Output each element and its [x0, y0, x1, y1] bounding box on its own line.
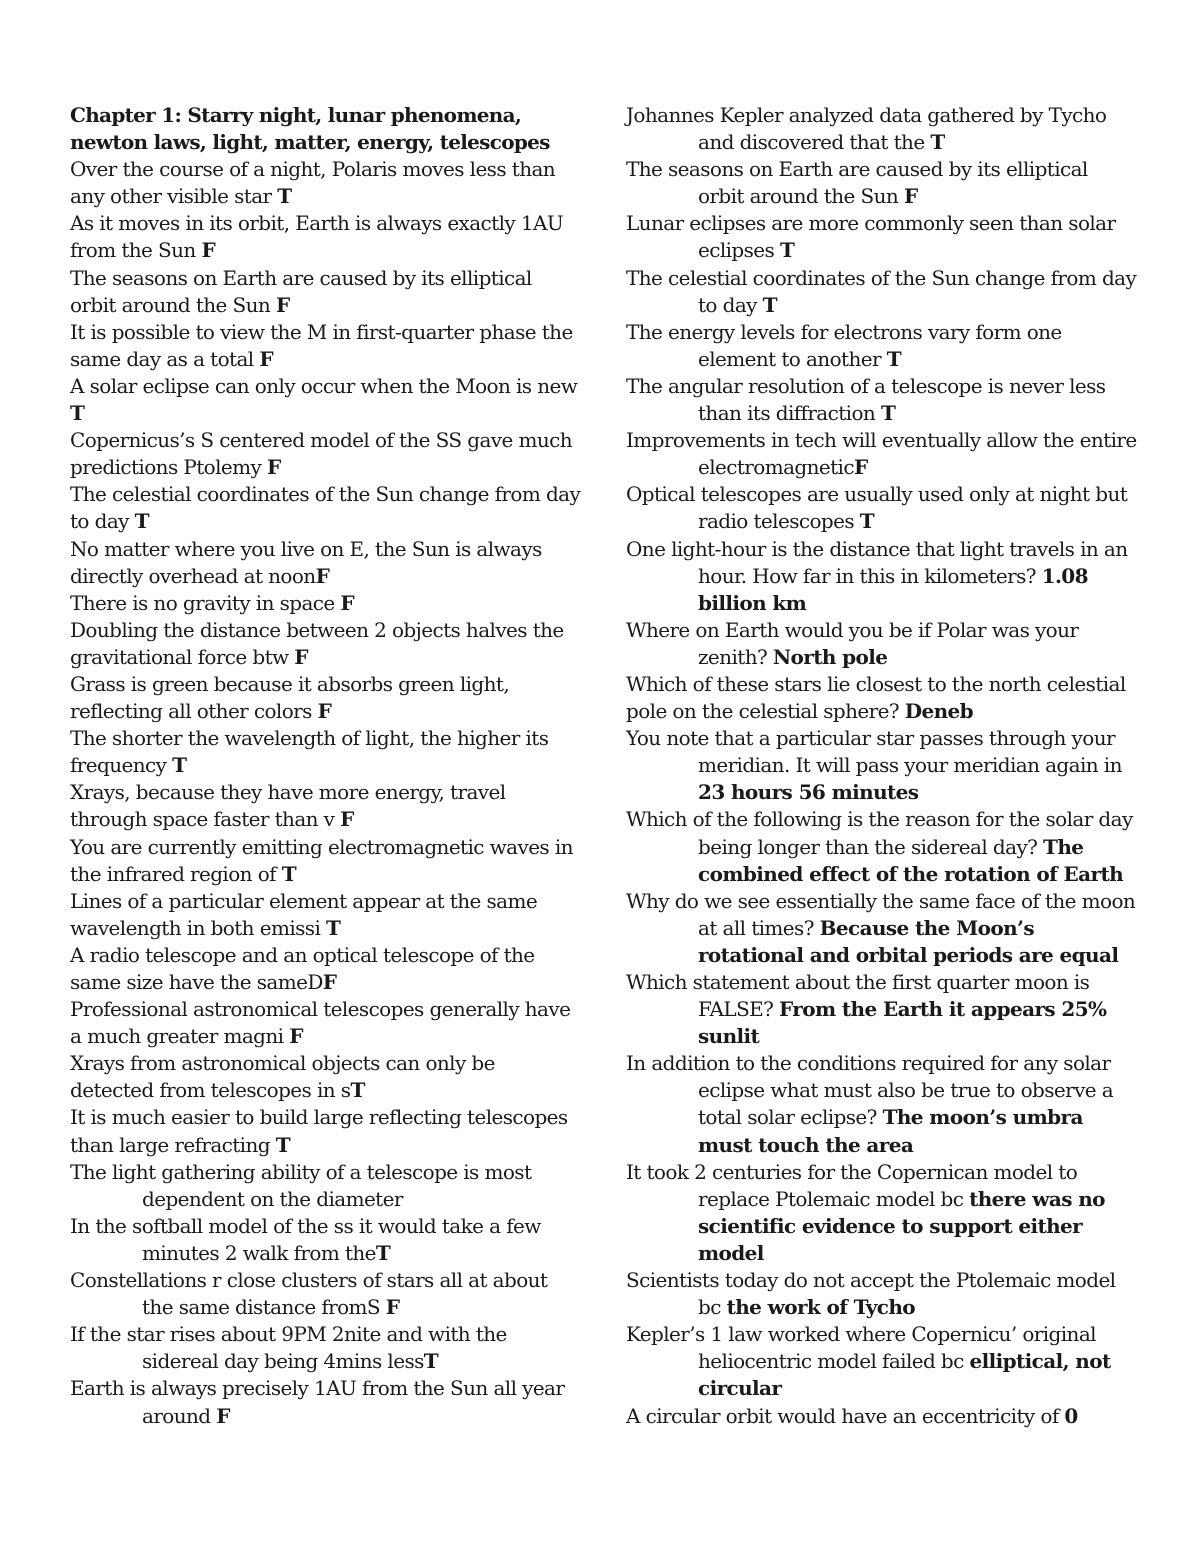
question-text: Copernicus’s S centered model of the SS gave much predictions Ptolemy — [70, 428, 573, 480]
question-item — [626, 671, 1138, 725]
question-text: One light-hour is the distance that light travels in an hour. How far in this in kilometers? — [626, 536, 1128, 588]
question-item — [70, 319, 582, 373]
question-text: The seasons on Earth are caused by its elliptical orbit around the Sun — [626, 157, 1088, 209]
answer-text: T — [762, 292, 777, 317]
question-item — [626, 888, 1138, 969]
question-item — [626, 536, 1138, 617]
question-text: As it moves in its orbit, Earth is always exactly 1AU from the Sun — [70, 211, 564, 263]
chapter-title: Chapter 1: Starry night, lunar phenomena, newton laws, light, matter, energy, telescopes — [70, 103, 550, 155]
question-item — [626, 725, 1138, 806]
answer-text: there was no scientific evidence to support either model — [698, 1186, 1105, 1265]
question-item — [70, 617, 582, 671]
answer-text: F — [340, 807, 354, 832]
question-text: The seasons on Earth are caused by its elliptical orbit around the Sun — [70, 265, 532, 317]
question-item — [626, 1267, 1138, 1321]
answer-text: the work of Tycho — [726, 1295, 916, 1320]
question-item — [70, 210, 582, 264]
answer-text: T — [880, 401, 896, 426]
question-item — [70, 779, 582, 833]
question-item — [626, 210, 1138, 264]
answer-text: T — [886, 346, 901, 371]
answer-text: F — [275, 292, 290, 317]
question-item — [626, 265, 1138, 319]
answer-text: T — [423, 1349, 439, 1374]
question-item — [70, 265, 582, 319]
answer-text: T — [326, 915, 341, 940]
question-text: You are currently emitting electromagnetic waves in the infrared region of — [70, 834, 573, 886]
question-item — [626, 102, 1138, 156]
question-text: If the star rises about 9PM 2nite and with the sidereal day being 4mins less — [70, 1322, 507, 1374]
question-text: Xrays from astronomical objects can only be detected from telescopes in s — [70, 1051, 495, 1103]
question-item — [626, 806, 1138, 887]
question-item — [70, 1321, 582, 1375]
question-text: No matter where you live on E, the Sun is always directly overhead at noon — [70, 536, 542, 588]
question-item — [70, 1159, 582, 1213]
question-text: A solar eclipse can only occur when the Moon is new — [70, 373, 578, 398]
answer-text: The combined effect of the rotation of Earth — [698, 834, 1124, 886]
answer-text: F — [201, 238, 216, 263]
answer-text: T — [779, 238, 795, 263]
answer-text: F — [259, 346, 273, 371]
question-text: The shorter the wavelength of light, the higher its frequency — [70, 726, 549, 778]
answer-text: F — [216, 1403, 230, 1428]
question-item — [70, 1050, 582, 1104]
answer-text: F — [317, 699, 332, 724]
question-item — [626, 1159, 1138, 1267]
question-text: Why do we see essentially the same face of the moon at all times? — [626, 888, 1136, 940]
question-item — [70, 1104, 582, 1158]
question-item — [626, 1050, 1138, 1158]
question-item — [70, 1267, 582, 1321]
answer-text: Because the Moon’s rotational and orbital periods are equal — [698, 915, 1119, 967]
question-item — [626, 156, 1138, 210]
answer-text: T — [134, 509, 149, 534]
answer-text: T — [277, 184, 292, 209]
question-item — [70, 671, 582, 725]
answer-text: T — [930, 130, 945, 155]
question-item — [70, 1213, 582, 1267]
question-text: Which of the following is the reason for the solar day being longer than the sidereal day? — [626, 807, 1133, 859]
right-question-list — [626, 102, 1138, 1430]
question-item — [626, 373, 1138, 427]
answer-text: F — [289, 1024, 303, 1049]
question-item — [70, 536, 582, 590]
question-text: In the softball model of the ss it would take a few minutes 2 walk from the — [70, 1213, 541, 1265]
left-column — [70, 102, 582, 1430]
left-question-list — [70, 156, 582, 1429]
answer-text: North pole — [772, 644, 888, 669]
answer-text: 1.08 billion km — [698, 563, 1088, 615]
answer-text: From the Earth it appears 25% sunlit — [698, 997, 1107, 1049]
question-item — [70, 725, 582, 779]
question-item — [626, 1403, 1138, 1430]
question-item — [626, 427, 1138, 481]
answer-text: F — [294, 644, 308, 669]
question-text: In addition to the conditions required for any solar eclipse what must also be true to observe a total solar eclipse? — [626, 1051, 1114, 1130]
answer-text: The moon’s umbra must touch the area — [698, 1105, 1083, 1157]
question-item — [626, 481, 1138, 535]
answer-text: F — [903, 184, 918, 209]
question-item — [626, 319, 1138, 373]
answer-text: T — [859, 509, 875, 534]
answer-text: T — [281, 861, 297, 886]
question-item — [70, 996, 582, 1050]
question-item — [70, 1375, 582, 1429]
answer-text: F — [315, 563, 330, 588]
answer-text: elliptical, not circular — [698, 1349, 1111, 1401]
question-item — [70, 942, 582, 996]
question-text: Which of these stars lie closest to the north celestial pole on the celestial sphere? — [626, 671, 1126, 724]
question-text: Grass is green because it absorbs green light, reflecting all other colors — [70, 671, 510, 724]
question-text: Kepler’s 1 law worked where Copernicu’ original heliocentric model failed bc — [626, 1322, 1096, 1374]
question-text: Johannes Kepler analyzed data gathered by Tycho and discovered that the — [626, 103, 1107, 155]
question-text: Doubling the distance between 2 objects halves the gravitational force btw — [70, 617, 564, 669]
question-item — [70, 427, 582, 481]
question-item — [70, 834, 582, 888]
answer-text: F — [322, 970, 337, 994]
question-text: The celestial coordinates of the Sun change from day to day — [626, 265, 1137, 317]
answer-text: T — [350, 1078, 365, 1103]
answer-text: 0 — [1064, 1403, 1078, 1428]
answer-text: T — [172, 753, 187, 778]
question-text: You note that a particular star passes through your meridian. It will pass your meridian again in — [626, 726, 1122, 778]
question-text: Optical telescopes are usually used only at night but radio telescopes — [626, 482, 1128, 534]
question-text: Improvements in tech will eventually allow the entire electromagnetic — [626, 428, 1137, 480]
question-text: A circular orbit would have an eccentricity of — [626, 1403, 1065, 1428]
question-item — [626, 1321, 1138, 1402]
question-text: It is much easier to build large reflecting telescopes than large refracting — [70, 1105, 568, 1157]
question-item — [70, 373, 582, 427]
answer-text: T — [275, 1132, 291, 1157]
question-item — [626, 617, 1138, 671]
answer-text: F — [853, 455, 868, 480]
right-column — [626, 102, 1138, 1430]
question-text: A radio telescope and an optical telescope of the same size have the sameD — [70, 942, 535, 994]
question-item — [70, 481, 582, 535]
question-text: Which statement about the first quarter moon is FALSE? — [626, 970, 1090, 1022]
question-text: Xrays, because they have more energy, travel through space faster than v — [70, 780, 506, 832]
question-text: It took 2 centuries for the Copernican model to replace Ptolemaic model bc — [626, 1159, 1078, 1211]
question-text: The energy levels for electrons vary form one element to another — [626, 319, 1062, 371]
question-text: Scientists today do not accept the Ptolemaic model bc — [626, 1268, 1116, 1320]
question-text: Earth is always precisely 1AU from the Sun all year around — [70, 1376, 565, 1428]
question-text: The angular resolution of a telescope is never less than its diffraction — [626, 373, 1106, 426]
question-text: Professional astronomical telescopes generally have a much greater magni — [70, 997, 571, 1049]
question-item — [626, 969, 1138, 1050]
answer-text: F — [266, 455, 281, 480]
question-text: Lunar eclipses are more commonly seen than solar eclipses — [626, 211, 1116, 263]
question-item — [70, 156, 582, 210]
answer-text: F — [340, 590, 355, 615]
question-item — [70, 888, 582, 942]
answer-text: F — [385, 1295, 400, 1320]
answer-text: T — [70, 401, 85, 426]
question-text: Constellations r close clusters of stars all at about the same distance fromS — [70, 1268, 548, 1320]
answer-text: T — [375, 1240, 391, 1265]
question-text: It is possible to view the M in first-quarter phase the same day as a total — [70, 319, 573, 371]
question-text: Where on Earth would you be if Polar was your zenith? — [626, 617, 1079, 669]
question-text: The light gathering ability of a telescope is most dependent on the diameter — [70, 1159, 532, 1211]
question-text: Over the course of a night, Polaris moves less than any other visible star — [70, 157, 556, 209]
answer-text: Deneb — [904, 699, 974, 724]
question-item — [70, 590, 582, 617]
question-text: The celestial coordinates of the Sun change from day to day — [70, 482, 581, 534]
question-text: Lines of a particular element appear at the same wavelength in both emissi — [70, 888, 538, 940]
question-text: There is no gravity in space — [70, 590, 341, 615]
answer-text: 23 hours 56 minutes — [698, 780, 919, 805]
